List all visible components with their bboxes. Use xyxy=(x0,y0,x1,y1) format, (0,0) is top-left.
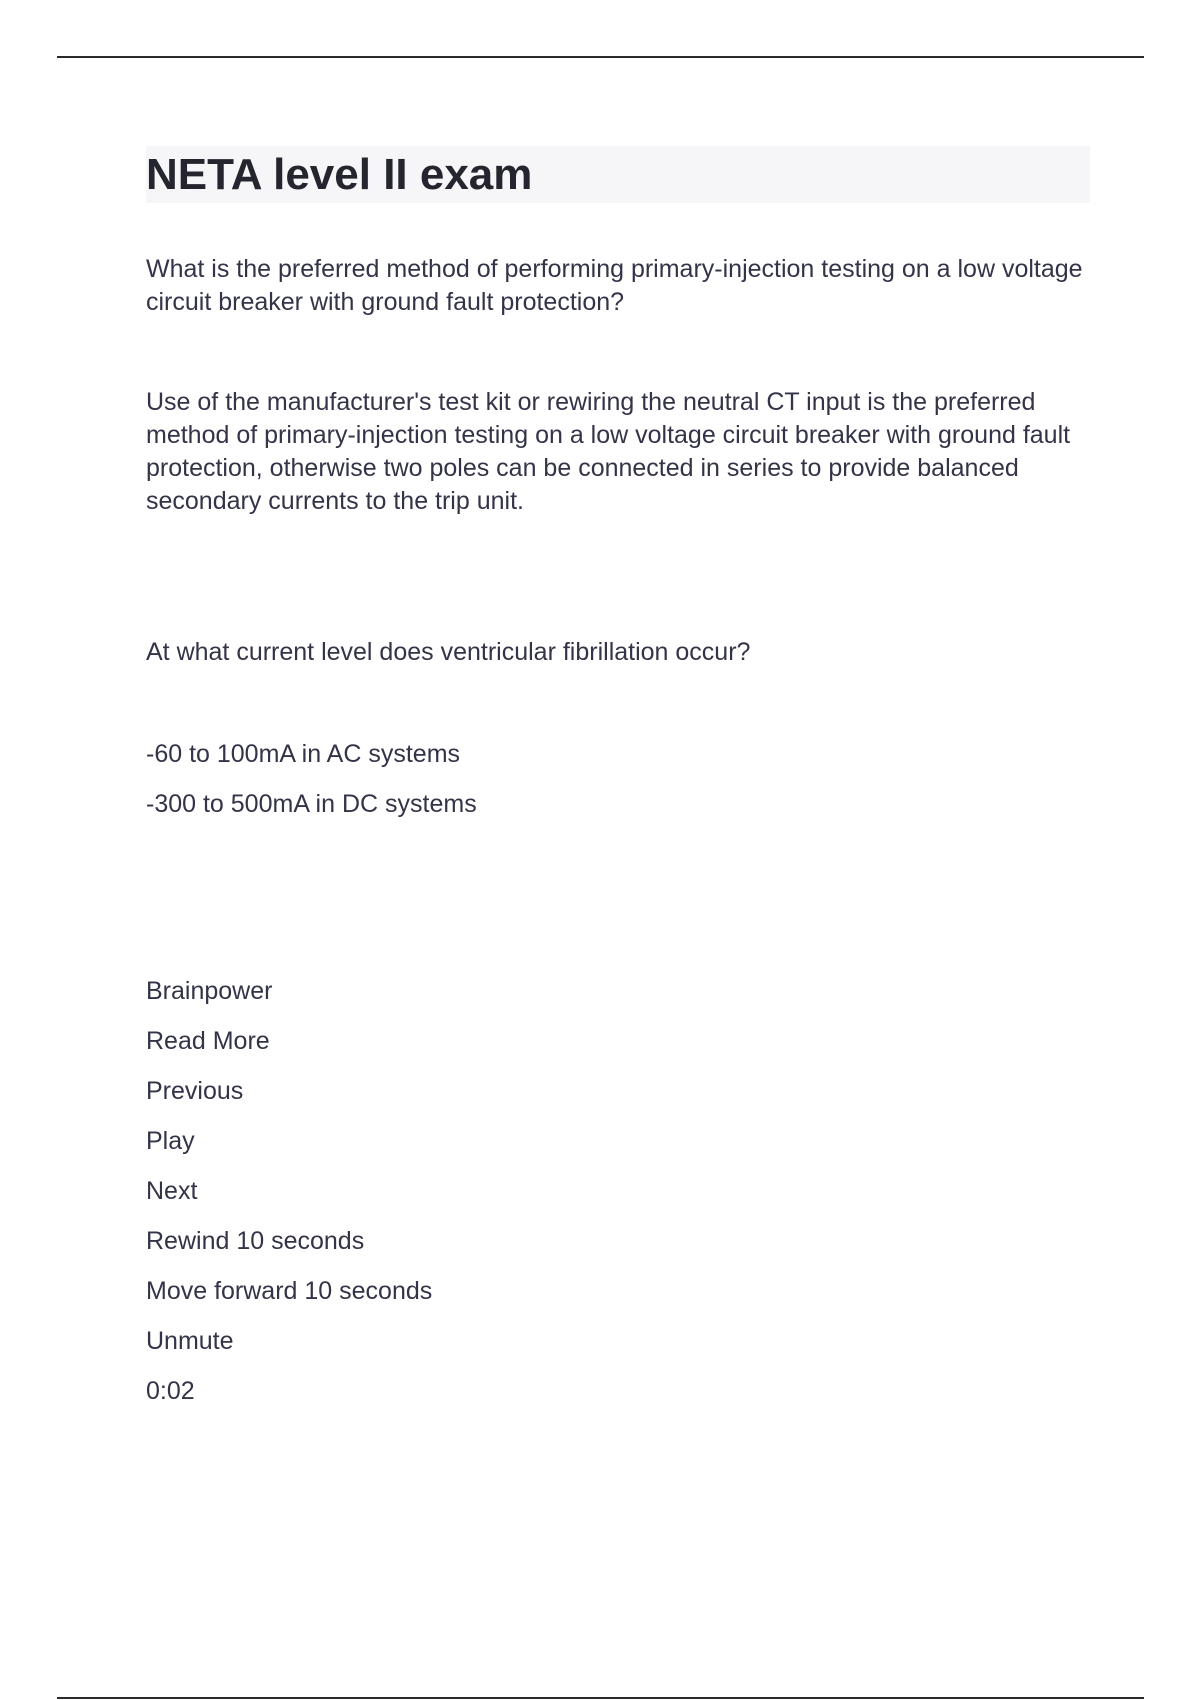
brand-label: Brainpower xyxy=(146,977,273,1005)
answer-1: Use of the manufacturer's test kit or rewiring the neutral CT input is the preferred method of primary-injection testing on a low voltage circuit breaker with ground fault protection, otherwise two poles can be connected in series to provide balanced secondary currents to the trip unit. xyxy=(146,388,1071,515)
answer-2-line-dc: -300 to 500mA in DC systems xyxy=(146,790,477,818)
media-player-text xyxy=(146,975,1090,1408)
bottom-divider xyxy=(57,1697,1144,1699)
title-band xyxy=(146,146,1090,203)
time-display: 0:02 xyxy=(146,1377,195,1405)
next-button[interactable]: Next xyxy=(146,1177,198,1205)
play-button[interactable]: Play xyxy=(146,1127,195,1155)
question-2: At what current level does ventricular fibrillation occur? xyxy=(146,638,751,666)
document-body xyxy=(146,146,1090,1425)
question-1: What is the preferred method of performing primary-injection testing on a low voltage circuit breaker with ground fault protection? xyxy=(146,255,1083,316)
top-divider xyxy=(57,56,1144,58)
rewind-button[interactable]: Rewind 10 seconds xyxy=(146,1227,365,1255)
page-title: NETA level II exam xyxy=(146,150,533,199)
answer-2-line-ac: -60 to 100mA in AC systems xyxy=(146,740,461,768)
forward-button[interactable]: Move forward 10 seconds xyxy=(146,1277,433,1305)
previous-button[interactable]: Previous xyxy=(146,1077,244,1105)
unmute-button[interactable]: Unmute xyxy=(146,1327,234,1355)
read-more-link[interactable]: Read More xyxy=(146,1027,270,1055)
